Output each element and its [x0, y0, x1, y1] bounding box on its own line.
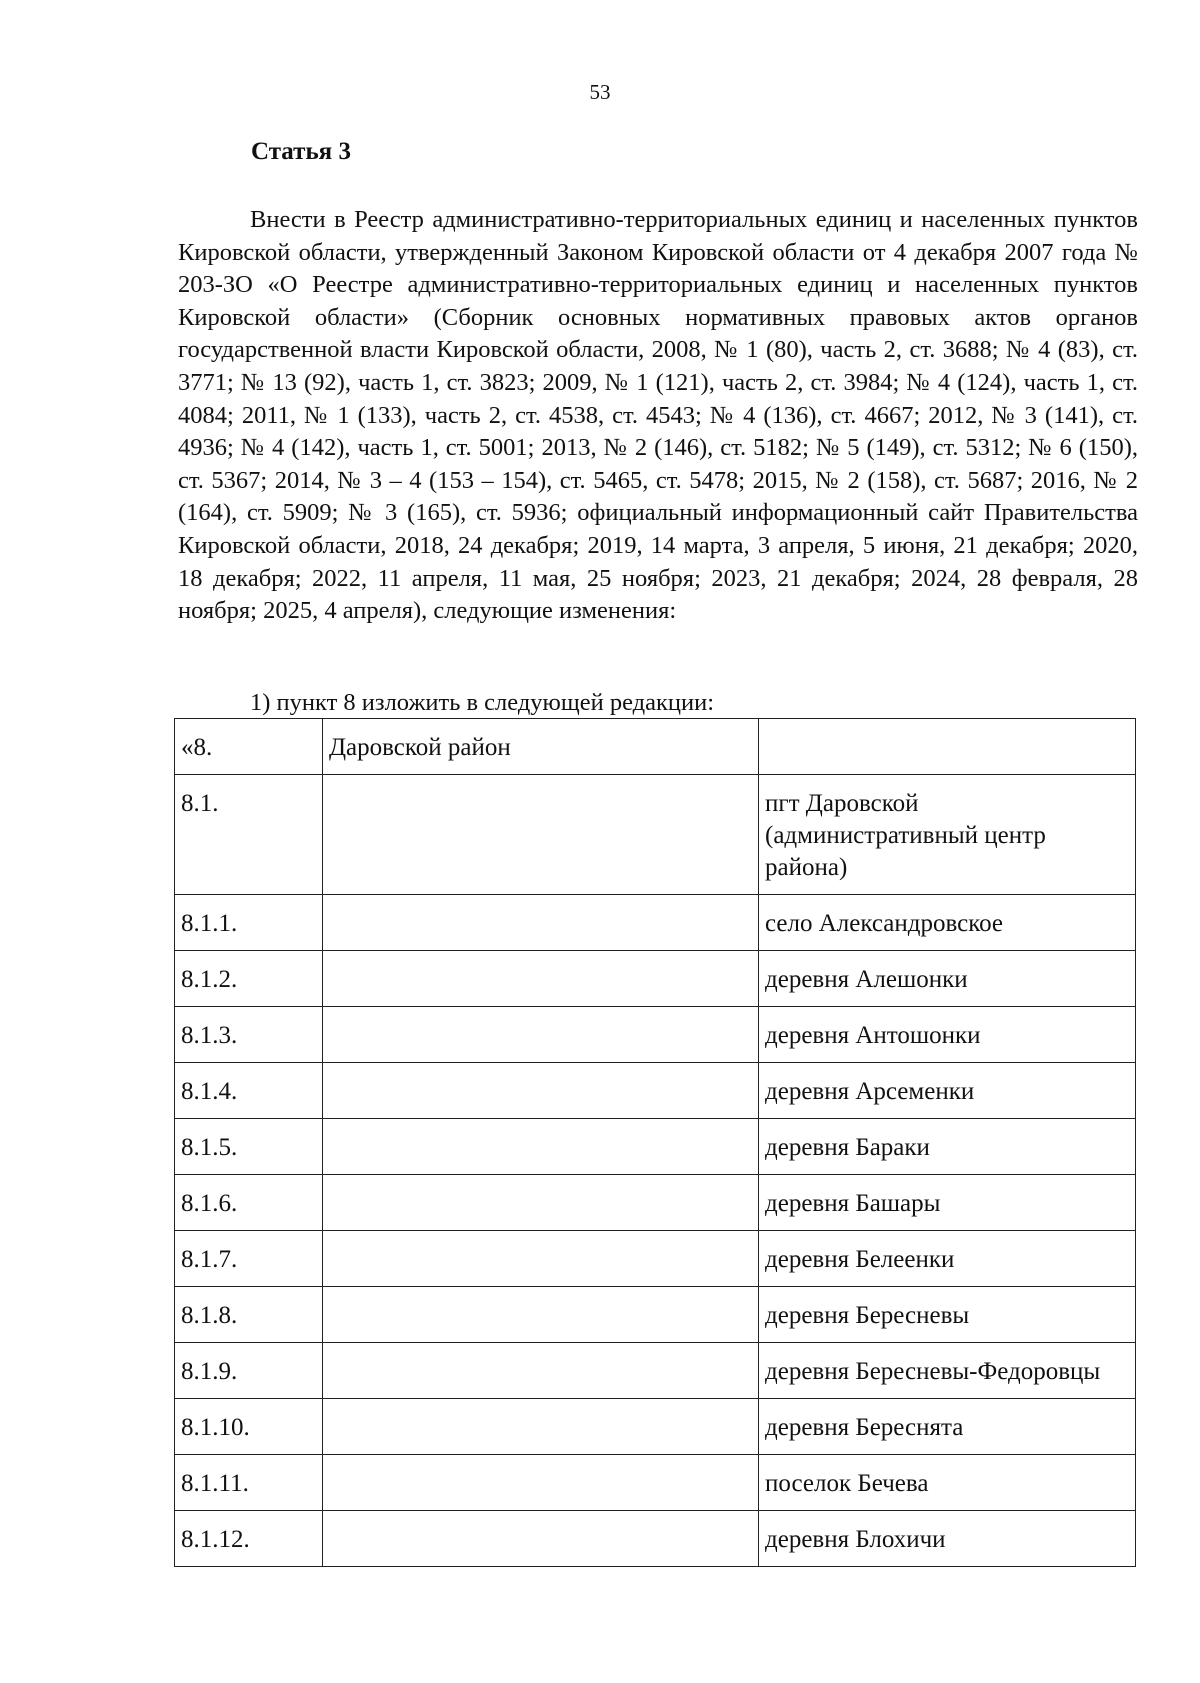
settlement-name-cell: пгт Даровской (административный центр района)	[759, 775, 1136, 895]
article-body-text: Внести в Реестр административно-территориальных единиц и населенных пунктов Кировской области, утвержденный Законом Кировской области от 4 декабря 2007 года № 203-ЗО «О Реестре административно-территориальных единиц и населенных пунктов Кировской области» (Сборник основных нормативных правовых актов органов государственной власти Кировской области, 2008, № 1 (80), часть 2, ст. 3688; № 4 (83), ст. 3771; № 13 (92), часть 1, ст. 3823; 2009, № 1 (121), часть 2, ст. 3984; № 4 (124), часть 1, ст. 4084; 2011, № 1 (133), часть 2, ст. 4538, ст. 4543; № 4 (136), ст. 4667; 2012, № 3 (141), ст. 4936; № 4 (142), часть 1, ст. 5001; 2013, № 2 (146), ст. 5182; № 5 (149), ст. 5312; № 6 (150), ст. 5367; 2014, № 3 – 4 (153 – 154), ст. 5465, ст. 5478; 2015, № 2 (158), ст. 5687; 2016, № 2 (164), ст. 5909; № 3 (165), ст. 5936; официальный информационный сайт Правительства Кировской области, 2018, 24 декабря; 2019, 14 марта, 3 апреля, 5 июня, 21 декабря; 2020, 18 декабря; 2022, 11 апреля, 11 мая, 25 ноября; 2023, 21 декабря; 2024, 28 февраля, 28 ноября; 2025, 4 апреля), следующие изменения:	[178, 206, 1138, 625]
district-name-cell	[323, 1399, 759, 1455]
district-name-cell	[323, 775, 759, 895]
row-code-cell: 8.1.9.	[175, 1343, 323, 1399]
row-code-cell: 8.1.6.	[175, 1175, 323, 1231]
settlement-name-cell: село Александровское	[759, 895, 1136, 951]
table-row	[175, 719, 1136, 775]
settlement-name-cell: деревня Арсеменки	[759, 1063, 1136, 1119]
row-code-cell: 8.1.12.	[175, 1511, 323, 1567]
settlement-name-cell: деревня Алешонки	[759, 951, 1136, 1007]
district-name-cell	[323, 1063, 759, 1119]
row-code-cell: 8.1.3.	[175, 1007, 323, 1063]
district-name-cell	[323, 951, 759, 1007]
district-name-cell	[323, 1455, 759, 1511]
table-row	[175, 1119, 1136, 1175]
row-code-cell: 8.1.10.	[175, 1399, 323, 1455]
row-code-cell: 8.1.	[175, 775, 323, 895]
table-row	[175, 1063, 1136, 1119]
settlement-name-cell: деревня Бересневы	[759, 1287, 1136, 1343]
table-row	[175, 895, 1136, 951]
district-name-cell	[323, 1511, 759, 1567]
row-code-cell: 8.1.1.	[175, 895, 323, 951]
table-row	[175, 1175, 1136, 1231]
settlement-name-cell: деревня Блохичи	[759, 1511, 1136, 1567]
settlement-name-cell: деревня Башары	[759, 1175, 1136, 1231]
settlement-name-cell: поселок Бечева	[759, 1455, 1136, 1511]
district-name-cell	[323, 895, 759, 951]
table-row	[175, 1455, 1136, 1511]
district-name-cell	[323, 1231, 759, 1287]
table-row	[175, 1287, 1136, 1343]
table-row	[175, 1007, 1136, 1063]
district-name-cell	[323, 1287, 759, 1343]
district-name-cell	[323, 1175, 759, 1231]
district-name-cell	[323, 1007, 759, 1063]
table-row	[175, 1343, 1136, 1399]
article-title: Статья 3	[251, 138, 351, 165]
settlement-name-cell: деревня Белеенки	[759, 1231, 1136, 1287]
row-code-cell: 8.1.7.	[175, 1231, 323, 1287]
row-code-cell: 8.1.4.	[175, 1063, 323, 1119]
row-code-cell: 8.1.8.	[175, 1287, 323, 1343]
row-code-cell: «8.	[175, 719, 323, 775]
settlement-name-cell: деревня Бересневы-Федоровцы	[759, 1343, 1136, 1399]
district-name-cell	[323, 1119, 759, 1175]
table-row	[175, 775, 1136, 895]
table-row	[175, 951, 1136, 1007]
table-row	[175, 1399, 1136, 1455]
row-code-cell: 8.1.5.	[175, 1119, 323, 1175]
settlement-name-cell: деревня Бараки	[759, 1119, 1136, 1175]
table-row	[175, 1231, 1136, 1287]
registry-table	[174, 718, 1136, 1567]
row-code-cell: 8.1.11.	[175, 1455, 323, 1511]
table-row	[175, 1511, 1136, 1567]
district-name-cell: Даровской район	[323, 719, 759, 775]
district-name-cell	[323, 1343, 759, 1399]
amendment-item-intro: 1) пункт 8 изложить в следующей редакции:	[250, 689, 715, 716]
page-number: 53	[589, 80, 611, 104]
settlement-name-cell: деревня Антошонки	[759, 1007, 1136, 1063]
row-code-cell: 8.1.2.	[175, 951, 323, 1007]
settlement-name-cell	[759, 719, 1136, 775]
settlement-name-cell: деревня Береснята	[759, 1399, 1136, 1455]
